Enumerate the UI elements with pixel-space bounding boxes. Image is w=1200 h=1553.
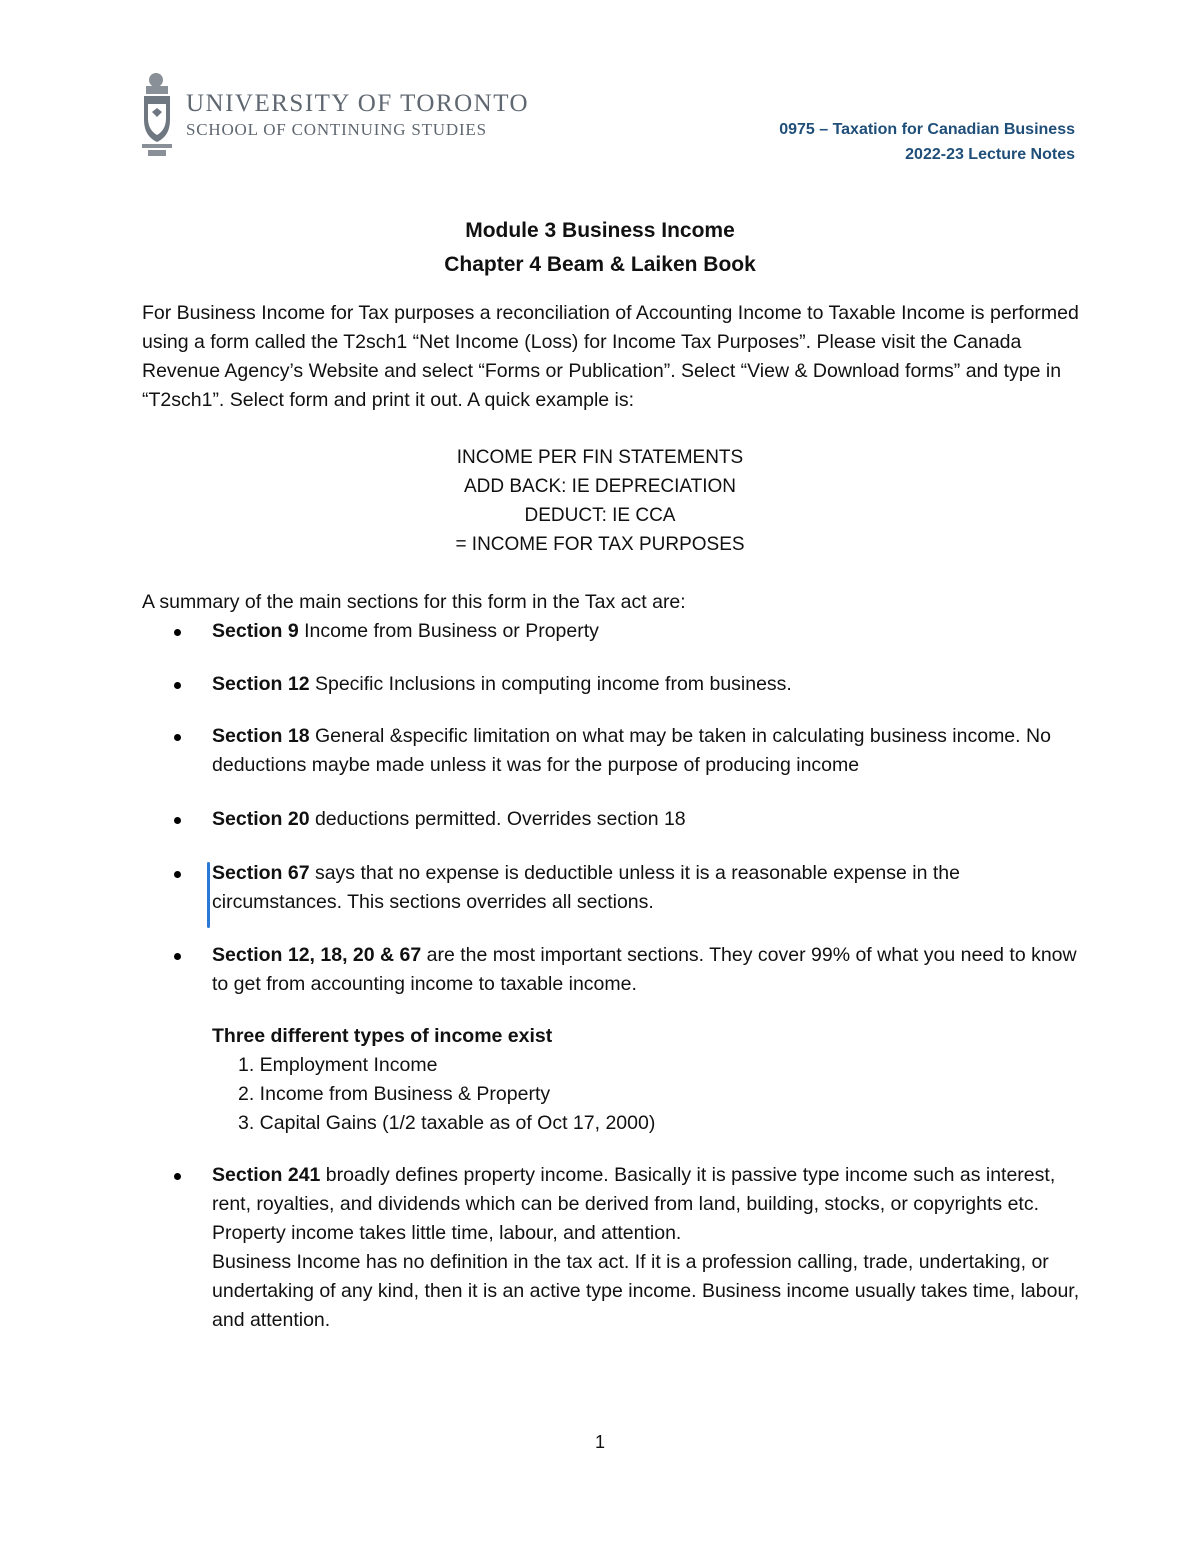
income-type-item: 1. Employment Income <box>238 1054 438 1076</box>
section-label: Section 241 <box>212 1164 321 1186</box>
section-label: Section 12 <box>212 673 310 695</box>
formula-line: = INCOME FOR TAX PURPOSES <box>455 534 745 555</box>
bullet-icon <box>174 817 181 824</box>
list-item <box>212 805 1092 834</box>
business-income-note: Business Income has no definition in the tax act. If it is a profession calling, trade, undertaking, or undertaking of any kind, then it is an active type income. Business income usually takes time, labour, and attention. <box>212 1251 1080 1331</box>
crest-icon <box>140 70 184 160</box>
text-cursor <box>207 862 210 928</box>
section-text: says that no expense is deductible unless it is a reasonable expense in the circumstances. This sections overrides all sections. <box>212 862 960 913</box>
page-number: 1 <box>594 1432 605 1452</box>
section-text: General &specific limitation on what may be taken in calculating business income. No deductions maybe made unless it was for the purpose of producing income <box>212 725 1051 776</box>
bullet-icon <box>174 1173 181 1180</box>
section-label: Section 67 <box>212 862 310 884</box>
formula-line: ADD BACK: IE DEPRECIATION <box>463 476 737 497</box>
bullet-icon <box>174 871 181 878</box>
section-label: Section 9 <box>212 620 299 642</box>
income-type-item: 3. Capital Gains (1/2 taxable as of Oct 17, 2000) <box>238 1112 656 1134</box>
logo-school-name: SCHOOL OF CONTINUING STUDIES <box>186 120 487 139</box>
module-title: Module 3 Business Income <box>465 219 735 242</box>
formula-line: INCOME PER FIN STATEMENTS <box>456 447 744 468</box>
intro-paragraph: For Business Income for Tax purposes a reconciliation of Accounting Income to Taxable Income is performed using a form called the T2sch1 “Net Income (Loss) for Income Tax Purposes”. Please visit the Canada Revenue Agency’s Website and select “Forms or Publication”. Select “View & Download forms” and type in “T2sch1”. Select form and print it out. A quick example is: <box>142 302 1079 411</box>
bullet-icon <box>174 953 181 960</box>
list-item <box>212 941 1092 999</box>
bullet-icon <box>174 682 181 689</box>
chapter-title: Chapter 4 Beam & Laiken Book <box>444 253 756 276</box>
course-term: 2022-23 Lecture Notes <box>905 146 1075 163</box>
section-label: Section 12, 18, 20 & 67 <box>212 944 422 966</box>
section-text: broadly defines property income. Basically it is passive type income such as interest, rent, royalties, and dividends which can be derived from land, building, stocks, or copyrights etc. Property income takes little time, labour, and attention. <box>212 1164 1056 1244</box>
university-logo <box>140 70 540 160</box>
formula-line: DEDUCT: IE CCA <box>524 505 676 526</box>
summary-intro: A summary of the main sections for this form in the Tax act are: <box>142 591 686 613</box>
section-label: Section 18 <box>212 725 310 747</box>
section-text: are the most important sections. They cover 99% of what you need to know to get from accounting income to taxable income. <box>212 944 1077 995</box>
section-label: Section 20 <box>212 808 310 830</box>
list-item <box>212 1161 1092 1335</box>
logo-university-name: UNIVERSITY OF TORONTO <box>186 90 530 117</box>
list-item <box>212 859 1092 917</box>
course-title: 0975 – Taxation for Canadian Business <box>779 121 1075 138</box>
document-title <box>0 214 1200 282</box>
section-text: deductions permitted. Overrides section 18 <box>309 808 686 830</box>
section-text: Income from Business or Property <box>298 620 599 642</box>
list-item <box>212 617 1092 646</box>
list-item <box>212 670 1092 699</box>
course-header <box>779 117 1075 167</box>
income-types-list <box>238 1051 655 1138</box>
section-text: Specific Inclusions in computing income from business. <box>309 673 792 695</box>
income-types-title: Three different types of income exist <box>212 1025 553 1047</box>
bullet-icon <box>174 629 181 636</box>
income-type-item: 2. Income from Business & Property <box>238 1083 551 1105</box>
list-item <box>212 722 1092 780</box>
formula-block <box>0 443 1200 559</box>
bullet-icon <box>174 734 181 741</box>
